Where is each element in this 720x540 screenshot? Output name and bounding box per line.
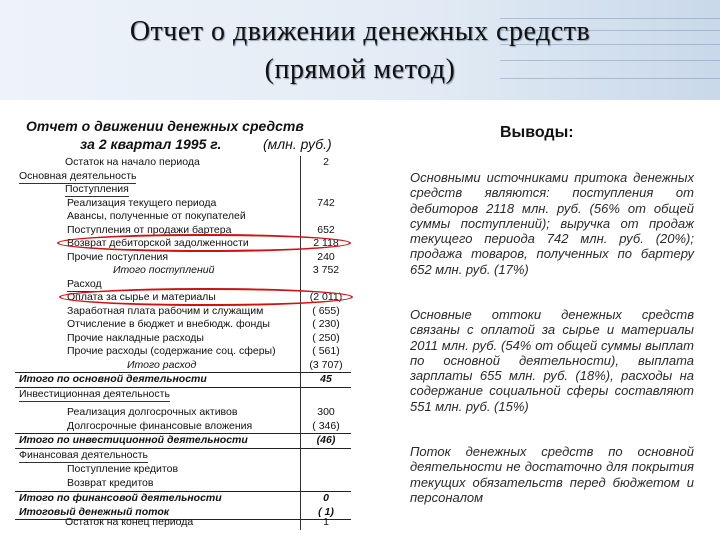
table-row: Поступления [65,183,129,195]
report-period: за 2 квартал 1995 г. [80,136,222,152]
conclusions-title: Выводы: [500,124,574,141]
table-row: Реализация долгосрочных активов 300 [67,406,335,418]
table-row: Итого по финансовой деятельности 0 [19,492,329,504]
conclusion-paragraph: Основными источниками притока денежных средств являются: поступления от дебиторов 2118 млн. руб. (56% от общей суммы поступлений); выручка от продаж текущего периода 742 млн. руб. (20%); продажа товаров, полученных по бартеру 652 млн. руб. (17%) [410,170,694,277]
table-row: Реализация текущего периода 742 [67,196,335,209]
table-row: Итого расход (3 707) [127,358,343,371]
table-row: Финансовая деятельность [19,449,148,461]
table-row: Остаток на конец периода 1 [65,516,329,528]
slide-subtitle: (прямой метод) [264,54,456,85]
table-row: Заработная плата рабочим и служащим ( 655) [67,304,340,317]
conclusion-paragraph: Поток денежных средств по основной деятельности не достаточно для покрытия текущих обязательств перед бюджетом и персоналом [410,444,694,505]
cash-flow-table [15,156,351,530]
table-row: Итого по основной деятельности 45 [19,373,332,385]
table-row: Основная деятельность [19,169,137,182]
report-title: Отчет о движении денежных средств [26,118,304,134]
table-row: Прочие расходы (содержание соц. сферы) ( 561) [67,345,340,357]
table-row: Поступление кредитов [67,463,179,475]
table-row: Авансы, полученные от покупателей [67,210,246,222]
table-row: Возврат кредитов [67,476,154,489]
table-row: Отчисление в бюджет и внебюдж. фонды ( 230) [67,318,340,330]
table-row: Инвестиционная деятельность [19,388,170,400]
table-row: Прочие накладные расходы ( 250) [67,331,340,344]
table-row: Итого поступлений 3 752 [113,264,340,276]
table-row: Прочие поступления 240 [67,250,335,263]
slide-header [0,0,720,100]
table-row: Долгосрочные финансовые вложения ( 346) [67,419,340,432]
slide-title: Отчет о движении денежных средств [129,16,591,47]
table-row: Оплата за сырье и материалы (2 011) [67,291,343,303]
table-row: Возврат дебиторской задолженности 2 118 [67,237,339,249]
highlight-ellipse [59,288,353,306]
table-row: Итоговый денежный поток ( 1) [19,505,334,518]
table-row: Итого по инвестиционной деятельности (46) [19,434,336,446]
report-unit: (млн. руб.) [263,136,332,152]
table-row: Расход [67,277,102,290]
table-row: Поступления от продажи бартера 652 [67,223,335,236]
table-row: Остаток на начало периода 2 [65,156,329,168]
conclusion-paragraph: Основные оттоки денежных средств связаны с оплатой за сырье и материалы 2011 млн. руб. (54% от общей суммы выплат по основной деятельности), выплата зарплаты 655 млн. руб. (18%), расходы на содержание социальной сферы составляют 551 млн. руб. (15%) [410,307,694,414]
highlight-ellipse [57,234,351,252]
